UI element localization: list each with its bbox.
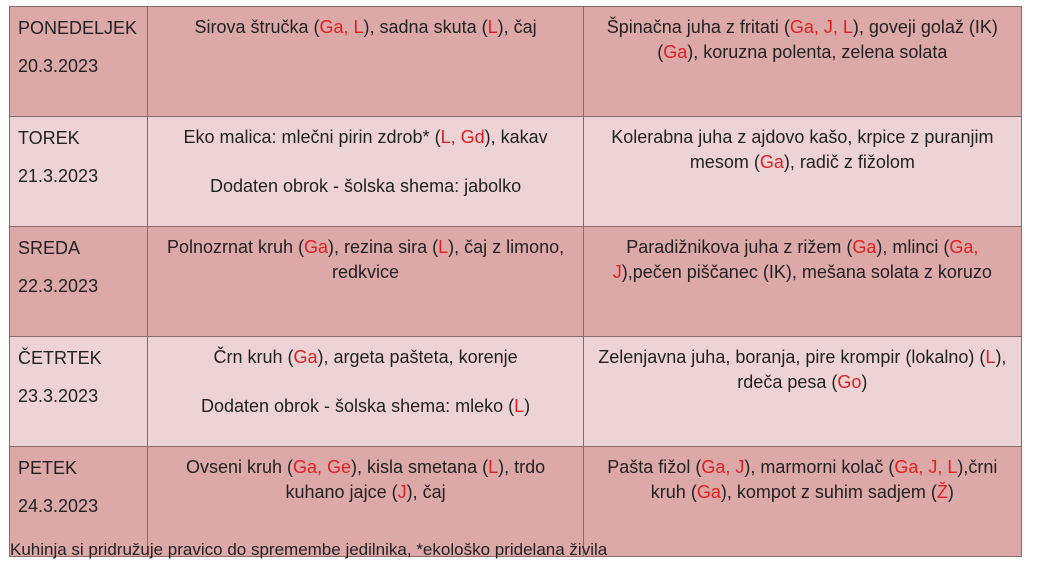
day-cell: [10, 117, 148, 227]
meal-text: ), sadna skuta (: [363, 17, 488, 37]
allergen-code: Ga, Ge: [293, 457, 352, 477]
footer-note: Kuhinja si pridružuje pravico do spremembe jedilnika, *ekološko pridelana živila: [10, 540, 608, 559]
allergen-code: Ž: [936, 482, 948, 502]
day-date: 24.3.2023: [18, 496, 99, 516]
breakfast-cell: [148, 337, 583, 447]
meal-text: ): [947, 482, 954, 502]
meal-text: ), čaj: [497, 17, 537, 37]
lunch-text: [590, 125, 1015, 175]
allergen-code: L: [488, 457, 499, 477]
day-cell: [10, 227, 148, 337]
allergen-code: Ga: [759, 152, 784, 172]
day-cell: [10, 337, 148, 447]
day-date: 22.3.2023: [18, 276, 99, 296]
meal-text: ), radič z fižolom: [783, 152, 915, 172]
allergen-code: Ga: [304, 237, 329, 257]
allergen-code: L: [514, 396, 525, 416]
table-row: [10, 7, 1022, 117]
day-date: 21.3.2023: [18, 166, 99, 186]
meal-text: ): [524, 396, 531, 416]
allergen-code: Ga, J: [612, 237, 979, 282]
meal-text: Kolerabna juha z ajdovo kašo, krpice z puranjim mesom (: [611, 127, 994, 172]
meal-text: Polnozrnat kruh (: [166, 237, 305, 257]
meal-text: Zelenjavna juha, boranja, pire krompir (lokalno) (: [598, 347, 986, 367]
meal-text: ), čaj: [406, 482, 446, 502]
lunch-cell: [583, 337, 1021, 447]
breakfast-text: [154, 235, 576, 285]
allergen-code: J: [397, 482, 407, 502]
allergen-code: Ga, J, L: [894, 457, 958, 477]
day-cell: [10, 7, 148, 117]
table-row: [10, 337, 1022, 447]
allergen-code: Ga: [696, 482, 721, 502]
breakfast-cell: [148, 117, 583, 227]
lunch-text: [590, 15, 1015, 65]
allergen-code: Ga: [852, 237, 877, 257]
meal-text: Špinačna juha z fritati (: [606, 17, 790, 37]
allergen-code: Ga, J: [701, 457, 745, 477]
day-date: 23.3.2023: [18, 386, 99, 406]
lunch-text: [590, 455, 1015, 505]
meal-text: ), kisla smetana (: [351, 457, 489, 477]
meal-text: Paradižnikova juha z rižem (: [626, 237, 853, 257]
day-name: PETEK: [18, 458, 78, 478]
day-name: PONEDELJEK: [18, 18, 138, 38]
meal-text: ), rezina sira (: [328, 237, 439, 257]
table-row: [10, 227, 1022, 337]
day-name: TOREK: [18, 128, 80, 148]
extra-meal-text: [154, 174, 576, 199]
meal-text: ), rdeča pesa (: [737, 347, 1007, 392]
breakfast-text: [154, 125, 576, 150]
meal-text: ), koruzna polenta, zelena solata: [687, 42, 948, 62]
meal-text: ), goveji golaž (IK) (: [657, 17, 998, 62]
breakfast-text: [154, 345, 576, 370]
breakfast-text: [154, 15, 576, 40]
allergen-code: L: [487, 17, 498, 37]
meal-text: Sirova štručka (: [194, 17, 320, 37]
lunch-cell: [583, 7, 1021, 117]
day-name: SREDA: [18, 238, 81, 258]
extra-meal-text: [154, 394, 576, 419]
allergen-code: L: [985, 347, 996, 367]
meal-text: ), kompot z suhim sadjem (: [720, 482, 937, 502]
day-date: 20.3.2023: [18, 56, 99, 76]
meal-text: ): [861, 372, 868, 392]
day-name: ČETRTEK: [18, 348, 102, 368]
lunch-text: [590, 345, 1015, 395]
meal-text: ), marmorni kolač (: [744, 457, 895, 477]
meal-text: ), mlinci (: [876, 237, 950, 257]
meal-text: Ovseni kruh (: [185, 457, 294, 477]
allergen-code: Go: [837, 372, 862, 392]
meal-text: Črn kruh (: [213, 347, 294, 367]
meal-text: ),pečen piščanec (IK), mešana solata z koruzo: [621, 262, 992, 282]
meal-text: ), argeta pašteta, korenje: [317, 347, 518, 367]
allergen-code: L: [438, 237, 449, 257]
allergen-code: Ga, J, L: [789, 17, 853, 37]
meal-text: Pašta fižol (: [607, 457, 702, 477]
allergen-code: Ga: [663, 42, 688, 62]
meal-text: ), čaj z limono, redkvice: [332, 237, 565, 282]
meal-text: Dodaten obrok - šolska shema: mleko (: [200, 396, 515, 416]
allergen-code: L, Gd: [440, 127, 485, 147]
weekly-menu-table: [9, 6, 1022, 557]
breakfast-cell: [148, 7, 583, 117]
meal-text: ),črni kruh (: [650, 457, 998, 502]
allergen-code: Ga, L: [319, 17, 364, 37]
meal-text: ), kakav: [484, 127, 548, 147]
lunch-cell: [583, 117, 1021, 227]
lunch-cell: [583, 227, 1021, 337]
lunch-cell: [583, 447, 1021, 557]
meal-text: Dodaten obrok - šolska shema: jabolko: [209, 176, 522, 196]
table-row: [10, 117, 1022, 227]
breakfast-cell: [148, 227, 583, 337]
meal-text: ), trdo kuhano jajce (: [285, 457, 546, 502]
lunch-text: [590, 235, 1015, 285]
breakfast-text: [154, 455, 576, 505]
meal-text: Eko malica: mlečni pirin zdrob* (: [183, 127, 441, 147]
allergen-code: Ga: [293, 347, 318, 367]
